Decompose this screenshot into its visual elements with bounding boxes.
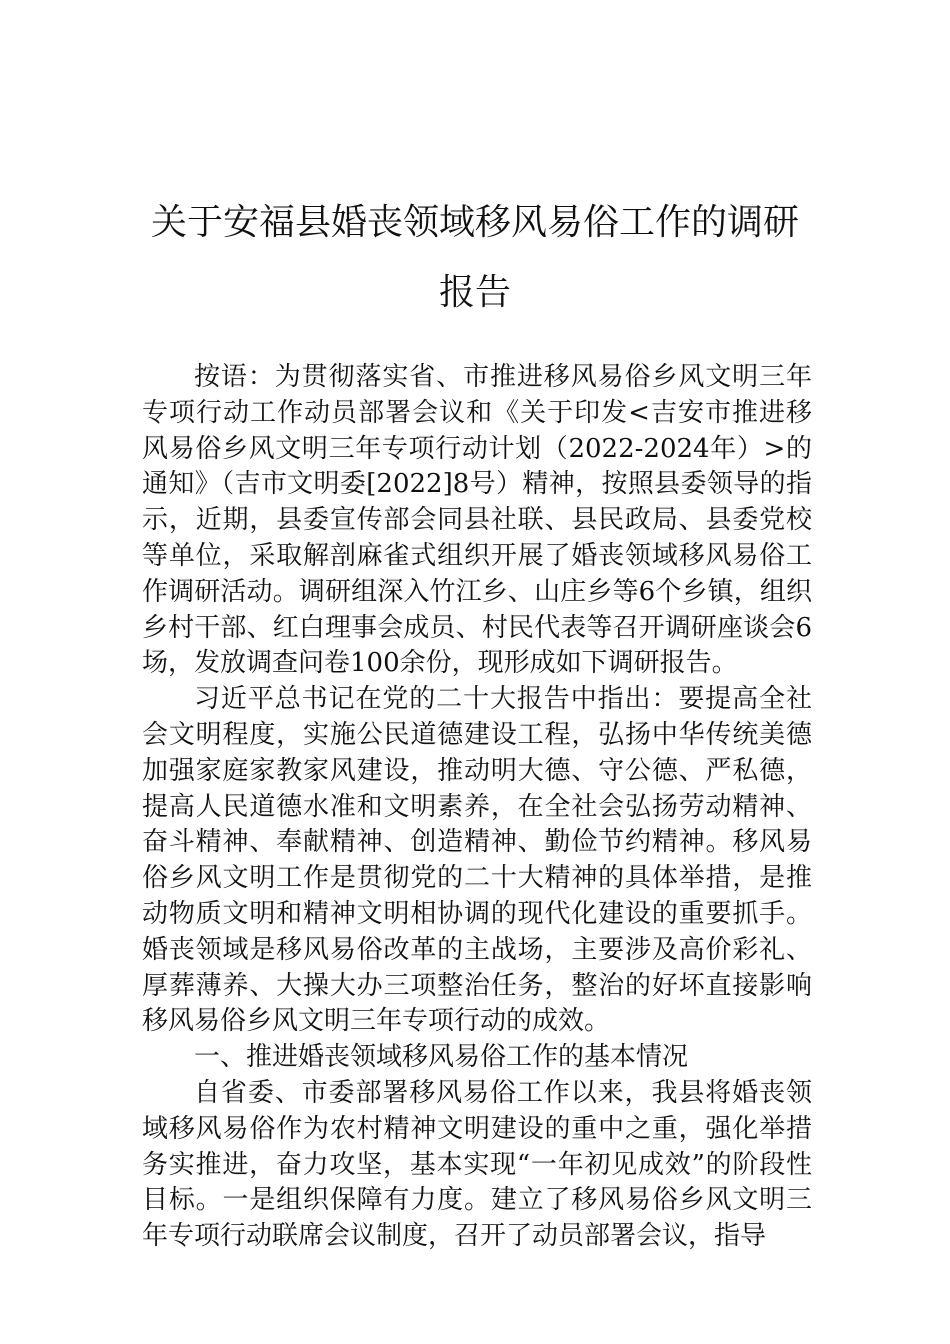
document-body bbox=[142, 360, 812, 1255]
paragraph-background: 习近平总书记在党的二十大报告中指出：要提高全社会文明程度，实施公民道德建设工程，弘扬中华传统美德加强家庭家教家风建设，推动明大德、守公德、严私德，提高人民道德水准和文明素养，在全社会弘扬劳动精神、奋斗精神、奉献精神、创造精神、勤俭节约精神。移风易俗乡风文明工作是贯彻党的二十大精神的具体举措，是推动物质文明和精神文明相协调的现代化建设的重要抓手。婚丧领域是移风易俗改革的主战场，主要涉及高价彩礼、厚葬薄养、大操大办三项整治任务，整治的好坏直接影响移风易俗乡风文明三年专项行动的成效。 bbox=[142, 684, 812, 1037]
document-title-line-1: 关于安福县婚丧领域移风易俗工作的调研 bbox=[150, 202, 799, 243]
section-heading-1: 一、推进婚丧领域移风易俗工作的基本情况 bbox=[194, 1042, 689, 1073]
document-title-line-2: 报告 bbox=[438, 272, 511, 313]
paragraph-preface: 按语：为贯彻落实省、市推进移风易俗乡风文明三年专项行动工作动员部署会议和《关于印发<吉安市推进移风易俗乡风文明三年专项行动计划（2022-2024年）>的通知》（吉市文明委[2022]8号）精神，按照县委领导的指示，近期，县委宣传部会同县社联、县民政局、县委党校等单位，采取解剖麻雀式组织开展了婚丧领域移风易俗工作调研活动。调研组深入竹江乡、山庄乡等6个乡镇，组织乡村干部、红白理事会成员、村民代表等召开调研座谈会6场，发放调查问卷100余份，现形成如下调研报告。 bbox=[142, 362, 812, 679]
paragraph-section-1: 自省委、市委部署移风易俗工作以来，我县将婚丧领域移风易俗作为农村精神文明建设的重中之重，强化举措务实推进，奋力攻坚，基本实现“一年初见成效”的阶段性目标。一是组织保障有力度。建立了移风易俗乡风文明三年专项行动联席会议制度，召开了动员部署会议，指导 bbox=[142, 1077, 812, 1252]
